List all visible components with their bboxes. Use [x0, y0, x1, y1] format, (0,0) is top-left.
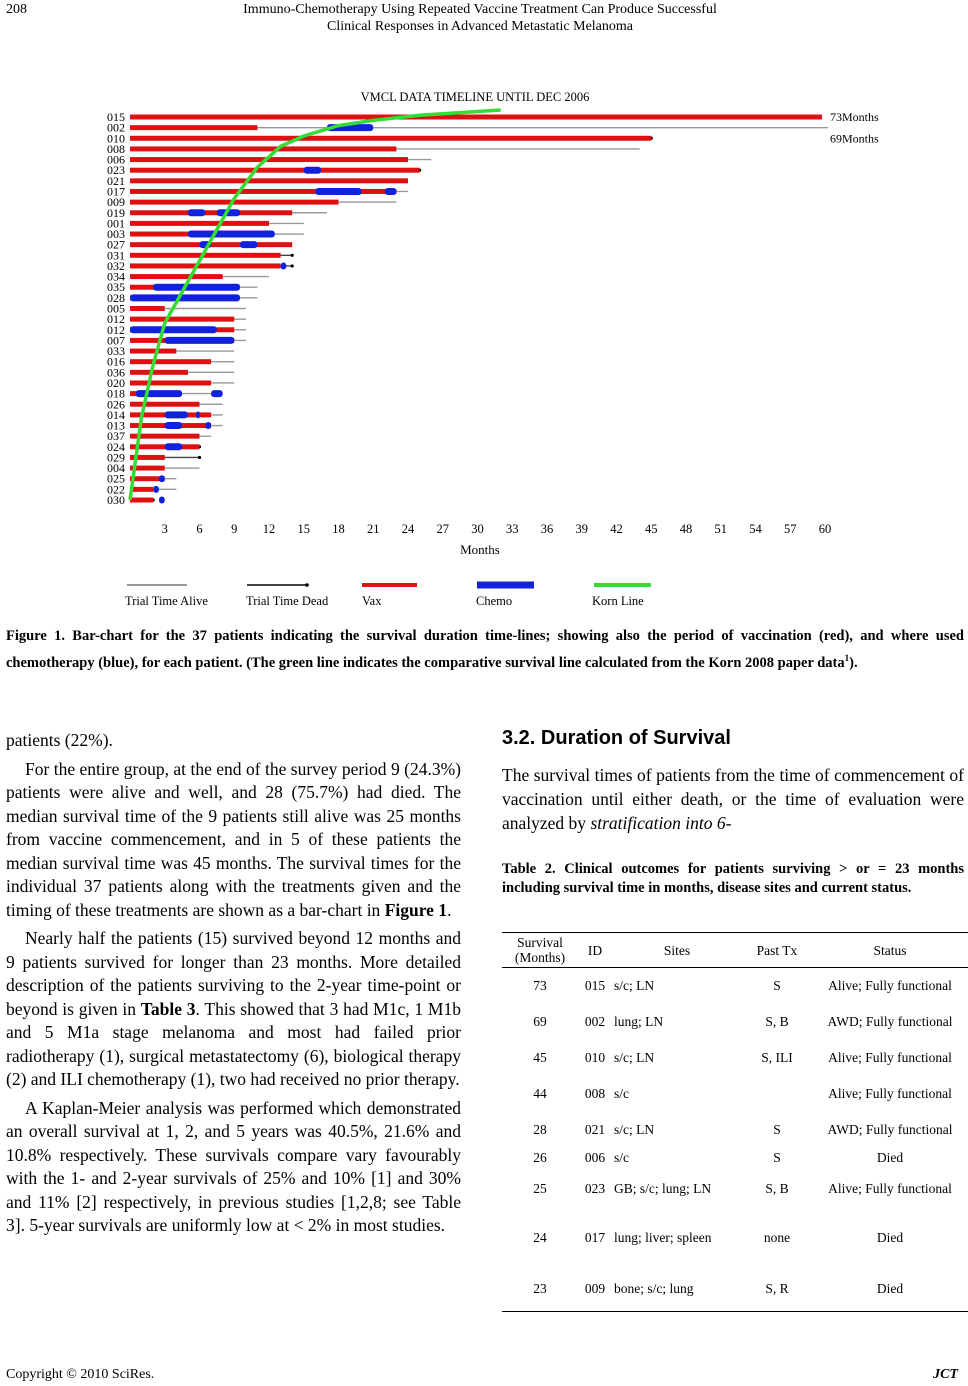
- page-number: 208: [6, 2, 27, 17]
- cell-survival: 45: [533, 1050, 547, 1065]
- legend-death-marker: [305, 583, 309, 587]
- vax-bar: [130, 402, 200, 407]
- cell-survival: 73: [533, 978, 547, 994]
- cell-past-tx: S, ILI: [761, 1050, 793, 1065]
- x-tick-label: 6: [196, 522, 203, 536]
- running-title-line1: Immuno-Chemotherapy Using Repeated Vaccine Treatment Can Produce Successful: [243, 2, 717, 17]
- cell-id: 008: [584, 1086, 606, 1101]
- vax-bar: [130, 359, 211, 364]
- x-tick-label: 24: [401, 522, 415, 536]
- cell-sites: s/c: [614, 1086, 629, 1101]
- x-tick-label: 27: [436, 522, 449, 536]
- col-header-survival: Survival (Months): [502, 933, 578, 968]
- survival-timeline-chart: [0, 0, 968, 620]
- table-caption: Table 2. Clinical outcomes for patients surviving > or = 23 months including survival time in months, disease sites and current status.: [502, 861, 964, 896]
- figure-caption-label: Figure 1.: [6, 628, 65, 644]
- x-tick-label: 45: [645, 522, 658, 536]
- figure-caption: [6, 625, 964, 674]
- row-label: 027: [107, 237, 125, 252]
- row-label: 035: [107, 280, 125, 295]
- chart-row: [107, 355, 234, 369]
- death-marker: [291, 254, 294, 257]
- legend-item: [125, 585, 208, 608]
- cell-past-tx: S: [773, 1150, 781, 1165]
- cell-survival: 26: [533, 1150, 547, 1165]
- row-label: 033: [107, 344, 125, 359]
- vax-bar: [130, 380, 211, 385]
- row-label: 021: [107, 173, 125, 188]
- chemo-bar: [188, 231, 275, 238]
- row-label: 036: [107, 365, 125, 380]
- cell-past-tx: S, R: [742, 1266, 812, 1312]
- x-tick-label: 15: [297, 522, 310, 536]
- cell-id: 021: [584, 1122, 606, 1137]
- chemo-bar: [240, 241, 257, 248]
- chart-row: [107, 333, 246, 347]
- table-row: [502, 968, 968, 1004]
- x-tick-label: 18: [332, 522, 345, 536]
- table-row: [502, 1210, 968, 1266]
- table-row: [502, 1076, 968, 1112]
- chart-row: [107, 365, 234, 379]
- chart-row: [107, 493, 165, 507]
- cell-sites: bone; s/c; lung: [612, 1266, 742, 1312]
- chemo-bar: [165, 422, 182, 429]
- x-axis: [162, 522, 832, 536]
- chemo-bar: [188, 209, 205, 216]
- cell-status: AWD; Fully functional: [827, 1122, 953, 1137]
- paragraph-3-end: . This showed that 3 had M1c, 1 M1b and 5 M1a stage melanoma and most had failed prior radiotherapy (1), surgical metastatectomy (6), biological therapy (2) and ILI chemotherapy (1), two had received no prior therapy.: [6, 998, 461, 1089]
- vax-bar: [130, 178, 408, 183]
- chemo-bar: [205, 422, 211, 429]
- row-label: 025: [107, 471, 125, 486]
- row-label: 020: [107, 375, 125, 390]
- section-body-italic: stratification into 6-: [590, 813, 732, 833]
- table-row: [502, 1266, 968, 1312]
- cell-past-tx: S, B: [765, 1181, 789, 1196]
- chemo-bar: [304, 167, 321, 174]
- chart-row: [107, 142, 640, 156]
- col-header-status: Status: [812, 933, 968, 968]
- figure-caption-text: Bar-chart for the 37 patients indicating the survival duration time-lines; showing also the period of vaccination (red), and where used chemotherapy (blue), for each patient. (The green line indicates the comparative survival line calculated from the Korn 2008 paper data: [6, 628, 964, 671]
- table-body: [502, 968, 968, 1312]
- chart-row: [107, 312, 246, 326]
- cell-sites: s/c; LN: [614, 1050, 655, 1065]
- vax-bar: [130, 274, 223, 279]
- legend-label: Trial Time Dead: [246, 594, 329, 608]
- row-label: 014: [107, 407, 125, 422]
- row-label: 028: [107, 290, 125, 305]
- chemo-bar: [153, 284, 240, 291]
- row-label: 029: [107, 450, 125, 465]
- chemo-bar: [281, 262, 287, 269]
- legend-item: [362, 585, 417, 608]
- cell-status: Alive; Fully functional: [828, 1050, 952, 1065]
- row-label: 017: [107, 184, 125, 199]
- table-row: [502, 1040, 968, 1076]
- x-tick-label: 36: [540, 522, 554, 536]
- chemo-bar: [165, 443, 182, 450]
- cell-sites: lung; LN: [614, 1014, 664, 1029]
- chemo-bar: [130, 326, 217, 333]
- legend-item: [476, 585, 534, 608]
- cell-sites: lung; liver; spleen: [614, 1230, 712, 1245]
- row-label: 034: [107, 269, 125, 284]
- cell-id: 009: [578, 1266, 612, 1312]
- running-title-line2: Clinical Responses in Advanced Metastatic Melanoma: [327, 19, 633, 34]
- row-label: 037: [107, 429, 125, 444]
- table-header-row: [502, 933, 968, 968]
- footer-journal: JCT: [933, 1367, 958, 1382]
- cell-status: Alive; Fully functional: [828, 1181, 952, 1196]
- x-tick-label: 9: [231, 522, 238, 536]
- row-label: 032: [107, 258, 125, 273]
- chart-rows: [107, 110, 879, 507]
- chart-row: [107, 206, 327, 220]
- vax-bar: [130, 115, 822, 120]
- section-body-text: The survival times of patients from the time of commencement of vaccination until either death, or the time of evaluation were analyzed by: [502, 765, 964, 833]
- cell-id: 002: [584, 1014, 606, 1029]
- chemo-bar: [165, 337, 235, 344]
- row-label: 023: [107, 163, 125, 178]
- vax-bar: [130, 370, 188, 375]
- chemo-bar: [136, 390, 182, 397]
- vax-bar: [130, 498, 153, 503]
- vax-bar: [130, 221, 269, 226]
- chemo-bar: [196, 411, 200, 418]
- row-label: 012: [107, 322, 125, 337]
- death-marker: [198, 456, 201, 459]
- figure-caption-end: ).: [849, 654, 858, 671]
- x-tick-label: 57: [784, 522, 797, 536]
- section-heading: 3.2. Duration of Survival: [502, 727, 731, 749]
- row-label: 009: [107, 195, 125, 210]
- chart-row: [107, 163, 421, 177]
- cell-id: 010: [584, 1050, 606, 1065]
- chemo-bar: [315, 188, 361, 195]
- row-label: 001: [107, 216, 125, 231]
- cell-status: Died: [812, 1266, 968, 1312]
- row-label: 015: [107, 110, 125, 124]
- chemo-bar: [159, 475, 165, 482]
- chart-row: [107, 216, 304, 230]
- vax-bar: [130, 146, 396, 151]
- cell-sites: GB; s/c; lung; LN: [614, 1181, 712, 1196]
- table-row: [502, 1168, 968, 1210]
- legend-label: Chemo: [476, 594, 513, 608]
- x-tick-label: 42: [610, 522, 623, 536]
- paragraph-2: [6, 758, 461, 923]
- chart-row: [107, 174, 408, 188]
- cell-past-tx: S: [773, 978, 781, 994]
- row-label: 016: [107, 354, 125, 369]
- annotation-73-months: 73Months: [830, 110, 879, 124]
- chart-row: [107, 323, 246, 337]
- paragraph-3-text: Nearly half the patients (15) survived beyond 12 months and 9 patients survived for longer than 23 months. More detailed description of the patients surviving to the 2-year time-point or beyond is given in: [6, 928, 461, 1019]
- cell-id: 023: [584, 1181, 606, 1196]
- paragraph-1: patients (22%).: [6, 730, 113, 750]
- chart-row: [107, 376, 234, 390]
- cell-survival: 28: [533, 1122, 547, 1137]
- chart-row: [107, 121, 822, 135]
- left-column: [6, 729, 461, 1238]
- cell-status: Alive; Fully functional: [828, 978, 952, 994]
- cell-past-tx: [742, 1076, 812, 1112]
- chart-legend: [125, 583, 651, 608]
- row-label: 019: [107, 205, 125, 220]
- col-header-id: ID: [578, 933, 612, 968]
- row-label: 013: [107, 418, 125, 433]
- chemo-bar: [385, 188, 397, 195]
- row-label: 026: [107, 397, 125, 412]
- vax-bar: [130, 349, 176, 354]
- vax-bar: [130, 317, 234, 322]
- x-axis-label: Months: [460, 542, 500, 557]
- row-label: 012: [107, 312, 125, 327]
- cell-id: 017: [584, 1230, 606, 1245]
- x-tick-label: 51: [714, 522, 727, 536]
- cell-id: 006: [584, 1150, 606, 1165]
- cell-survival: 44: [533, 1086, 547, 1101]
- section-body: [502, 763, 964, 835]
- chart-row: [107, 131, 653, 145]
- cell-survival: 23: [502, 1266, 578, 1312]
- row-label: 022: [107, 482, 125, 497]
- table-row: [502, 1148, 968, 1168]
- vax-bar: [130, 263, 281, 268]
- table-3-ref[interactable]: Table 3: [140, 998, 196, 1019]
- cell-survival: 24: [533, 1230, 547, 1245]
- table-row: [502, 1004, 968, 1040]
- cell-status: Died: [876, 1230, 904, 1245]
- vax-bar: [130, 210, 292, 215]
- legend-label: Korn Line: [592, 594, 644, 608]
- vax-bar: [130, 168, 420, 173]
- x-tick-label: 33: [506, 522, 519, 536]
- row-label: 030: [107, 493, 125, 507]
- cell-sites: s/c; LN: [614, 1122, 655, 1137]
- paragraph-2-end: .: [447, 899, 452, 920]
- row-label: 031: [107, 248, 125, 263]
- cell-past-tx: S, B: [765, 1014, 789, 1029]
- cell-status: AWD; Fully functional: [827, 1014, 953, 1029]
- figure-caption-sup: 1: [844, 653, 850, 663]
- paragraph-2-text: For the entire group, at the end of the survey period 9 (24.3%) patients were alive and well, and 28 (75.7%) had died. The median survival time of the 9 patients still alive was 25 months from vaccine commencement, and in 5 of these patients the median survival time was 45 months. The survival times for the individual 37 patients along with the treatments given and the timing of these treatments are shown as a bar-chart in: [6, 758, 461, 920]
- row-label: 008: [107, 141, 125, 156]
- x-tick-label: 48: [679, 522, 693, 536]
- row-label: 018: [107, 386, 125, 401]
- death-marker: [291, 264, 294, 267]
- cell-sites: s/c; LN: [614, 978, 655, 994]
- x-tick-label: 21: [367, 522, 380, 536]
- legend-item: [592, 585, 651, 608]
- table-row: [502, 1112, 968, 1148]
- chart-row: [107, 238, 292, 252]
- row-label: 002: [107, 120, 125, 135]
- cell-survival: 69: [533, 1014, 547, 1029]
- cell-status: Died: [876, 1150, 904, 1165]
- col-header-past-tx: Past Tx: [742, 933, 812, 968]
- vax-bar: [130, 136, 651, 141]
- legend-label: Vax: [362, 594, 382, 608]
- x-tick-label: 60: [818, 522, 832, 536]
- row-label: 007: [107, 333, 125, 348]
- chart-row: [107, 195, 396, 209]
- chart-row: [107, 184, 408, 198]
- clinical-outcomes-table: [502, 932, 968, 1312]
- figure-1-ref[interactable]: Figure 1: [384, 899, 448, 920]
- x-tick-label: 54: [749, 522, 762, 536]
- chart-row: [107, 227, 304, 241]
- cell-sites: s/c: [614, 1150, 629, 1165]
- chemo-bar: [165, 411, 188, 418]
- vax-bar: [130, 306, 165, 311]
- footer-copyright: Copyright © 2010 SciRes.: [6, 1367, 155, 1382]
- chemo-bar: [159, 497, 165, 504]
- cell-id: 015: [584, 978, 606, 994]
- x-tick-label: 39: [575, 522, 588, 536]
- x-tick-label: 12: [262, 522, 276, 536]
- row-label: 024: [107, 439, 125, 454]
- row-label: 010: [107, 131, 125, 146]
- row-label: 003: [107, 227, 125, 242]
- annotation-69-months: 69Months: [830, 131, 879, 146]
- chemo-bar: [130, 294, 240, 301]
- chemo-bar: [211, 390, 223, 397]
- chart-title: VMCL DATA TIMELINE UNTIL DEC 2006: [360, 90, 590, 104]
- cell-status: Alive; Fully functional: [828, 1086, 952, 1101]
- row-label: 006: [107, 152, 125, 167]
- vax-bar: [130, 125, 257, 130]
- row-label: 005: [107, 301, 125, 316]
- col-header-sites: Sites: [612, 933, 742, 968]
- paragraph-3: [6, 927, 461, 1092]
- chemo-bar: [153, 486, 159, 493]
- legend-item: [246, 583, 329, 608]
- x-tick-label: 3: [161, 522, 168, 536]
- cell-survival: 25: [533, 1181, 547, 1196]
- cell-past-tx: S: [773, 1122, 781, 1137]
- paragraph-4: A Kaplan-Meier analysis was performed which demonstrated an overall survival at 1, 2, and 5 years was 40.5%, 21.6% and 10.8% respectively. These survivals compare vary favourably with the 1- and 2-year survivals of 25% and 10% [1] and 30% and 11% [2] respectively, in previous studies [1,2,8; see Table 3]. 5-year survivals are uniformly low at < 2% in most studies.: [6, 1097, 461, 1235]
- legend-label: Trial Time Alive: [125, 594, 208, 608]
- chart-row: [107, 344, 234, 358]
- x-tick-label: 30: [471, 522, 484, 536]
- cell-past-tx: none: [763, 1230, 791, 1245]
- row-label: 004: [107, 461, 125, 476]
